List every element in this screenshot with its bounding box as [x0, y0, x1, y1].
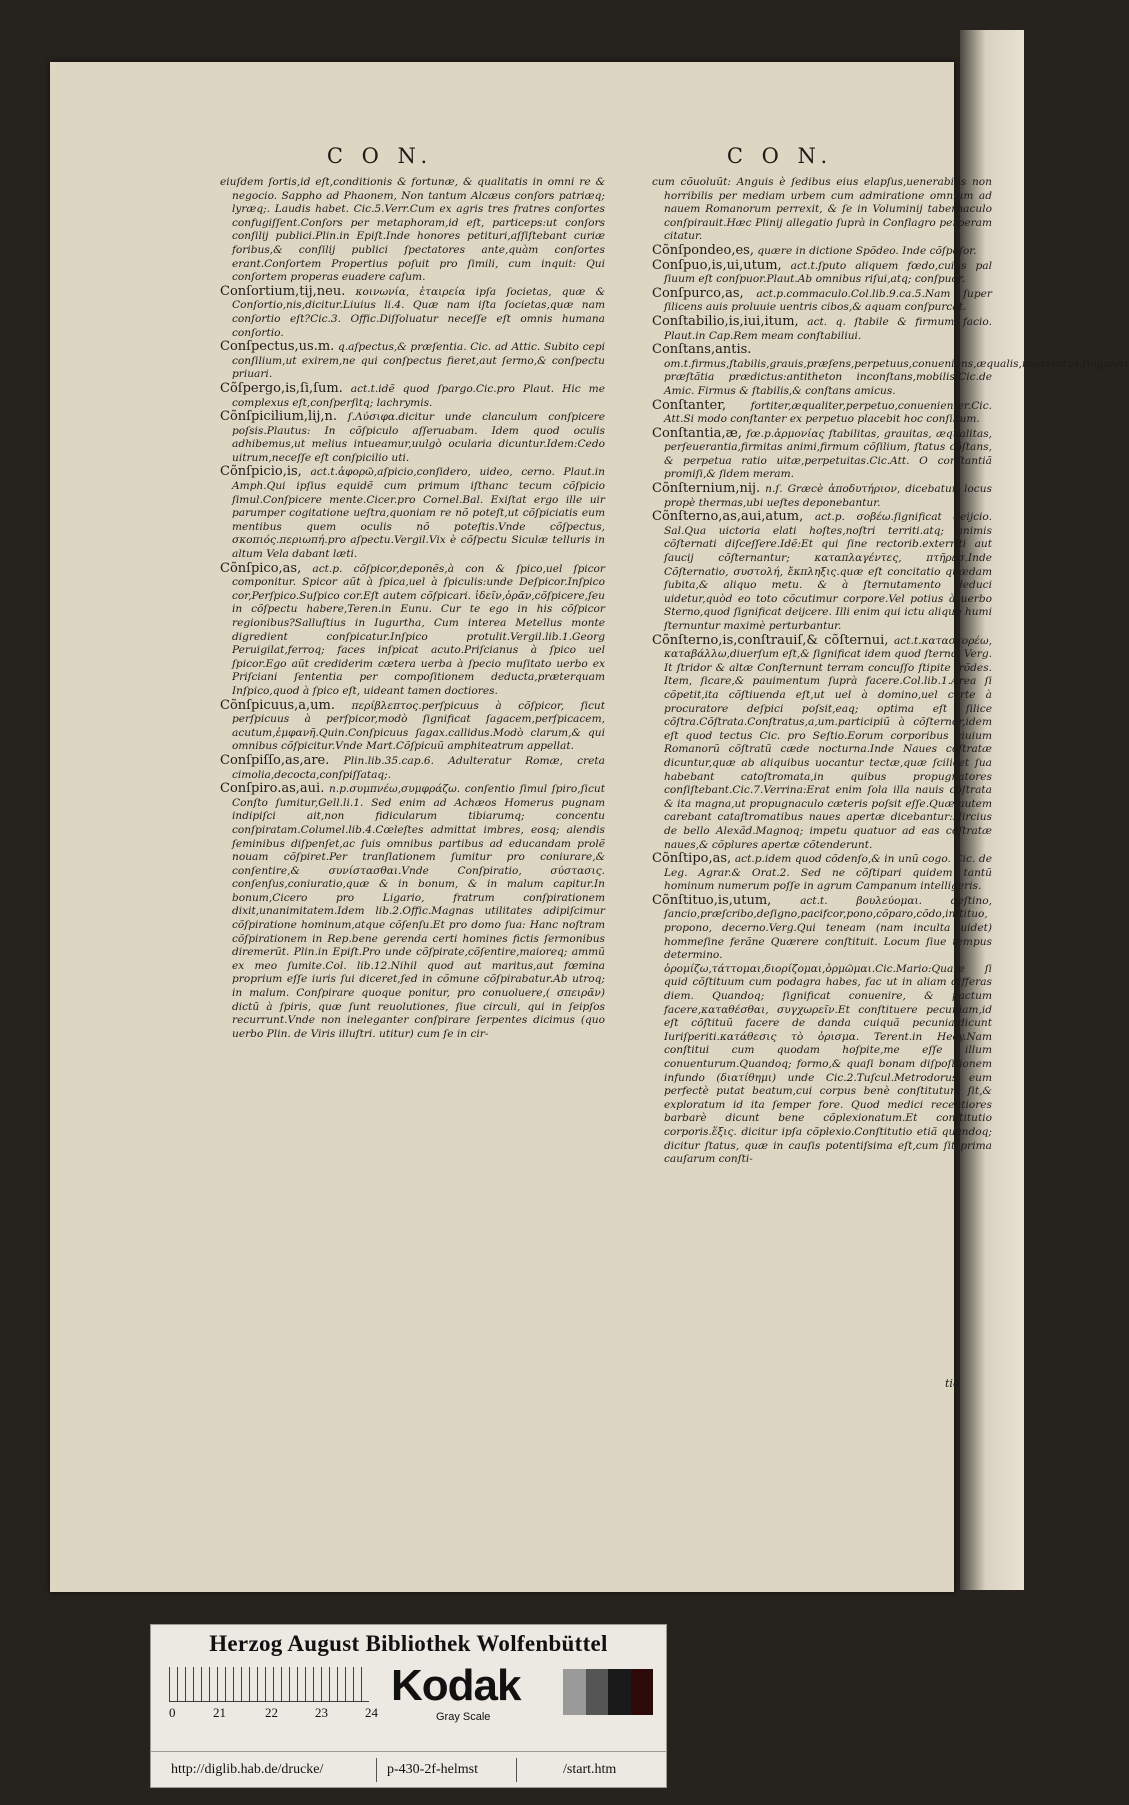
entry-text: n.ſ. Græcè ἀποδυτήριον, dicebatur, locus propè thermas,ubi ueſtes deponebantur.	[664, 483, 992, 509]
header-right: C O N.	[726, 144, 834, 168]
entry-text: Plin.lib.35.cap.6. Adulteratur Romæ, creta cimolia,decocta,conſpiſſataq;.	[232, 754, 605, 781]
entry-headword: Cõnſpicilium,lij,n.	[220, 409, 338, 425]
entry-text: act.p.idem quod cõdenſo,& in unũ cogo. Cic. de Leg. Agrar.& Orat.2. Sed ne cõſtipari quidem tantũ hominum numerum poſſe in agrum Campanum intelligeris.	[664, 853, 992, 893]
entry-text: περίβλεπτος.perſpicuus à cõſpicor, ſicut perſpicuus à perſpicor,modò ſignificat ſagacem,perſpicacem, acutum,ἐμφανῆ.Quin.Conſpicuus ſagax.callidus.Modò clarum,& qui omnibus cõſpicitur.Vnde Mart.Cõſpicuũ amphiteatrum appellat.	[232, 699, 605, 753]
dictionary-entry	[652, 482, 992, 510]
dictionary-entry	[652, 287, 992, 315]
entry-text: fœ.p.ἁρμονίας ſtabilitas, grauitas, æqualitas, perſeuerantia,firmitas animi,firmum cõſilium, ſtatus cõſtans, & perpetua ratio uitæ,perpetuitas.Cic.Att. O conſtantiã promiſi,& ſidem meram.	[664, 427, 992, 481]
ruler-number: 23	[315, 1705, 328, 1720]
entry-headword: Cõnſpico,as,	[220, 560, 302, 576]
dictionary-entry	[220, 285, 605, 340]
dictionary-entry	[652, 399, 992, 427]
entry-headword: Conſtanter,	[652, 397, 727, 413]
entry-text: act. q. ſtabile & firmum facio. Plaut.in Cap.Rem meam conſtabiliui.	[664, 315, 992, 342]
dictionary-entry	[220, 754, 605, 782]
entry-headword: Cõnſterno,as,aui,atum,	[652, 509, 804, 525]
dictionary-entry	[652, 510, 992, 633]
entry-text: ſ.Λύσιφα.dicitur unde clanculum conſpicere poſsis.Plautus: In cõſpiculo aſſeruabam. Idem quod oculis adhibemus,ut melius intueamur,uulgò ocularia dicuntur.Idem:Cedo uitrum,neceſſe eſt conſpicilio uti.	[232, 411, 605, 464]
entry-headword: Conſpuo,is,ui,utum,	[652, 257, 782, 273]
url-left: http://diglib.hab.de/drucke/	[171, 1762, 324, 1777]
dictionary-entry	[652, 427, 992, 482]
entry-headword: Cõnſpicio,is,	[220, 464, 302, 480]
entry-text: cum cõuoluũt: Anguis è ſedibus eius elapſus,uenerabilis non horribilis per mediam urbem cum admiratione omnium ad nauem Romanorum perrexit, & ſe in Voluminij tabernaculo conſpirauit.Hæc Plinij allegatio ſuprà in Conflagro perperam citatur.	[652, 176, 992, 243]
entry-headword: Conſtantia,æ,	[652, 425, 742, 441]
book-page	[50, 62, 1129, 1592]
entry-text: q.aſpectus,& præſentia. Cic. ad Attic. Subito cepi conſilium,ut exirem,ne qui conſpectus fieret,aut ſermo,& conſpectu priuari.	[232, 341, 605, 381]
plate-title: Herzog August Bibliothek Wolfenbüttel	[209, 1631, 608, 1656]
dictionary-entry	[652, 634, 992, 853]
entry-text: act.p.commaculo.Col.lib.9.ca.5.Nam ſuper ſilicens auis proluuie uentris cibos,& aquam conſpurcat.	[664, 287, 992, 314]
separator	[376, 1758, 377, 1782]
gray-swatch	[586, 1669, 609, 1715]
ruler-number: 21	[213, 1705, 226, 1720]
entry-text: n.p.συμπνέω,συμφράζω. conſentio ſimul ſpiro,ſicut Conſto ſumitur,Gell.li.1. Sed enim ad Achæos Homerus pugnam indipiſci ait,non fidicularum tibiarumq; concentu conſpiratam.Columel.lib.4.Cœleſtes admittat imbres, eosq; alendis ſeminibus diſpenſet,ac ſuis omnibus partibus ad educandam prolẽ nouam cõſpiret.Per tranſlationem ſumitur pro coniurare,& conſentire,& συνίστασθαι.Vnde Conſpiratio, σύστασις. conſenſus,coniuratio,quæ & in bonum, & in malum capitur.In bonum,Cicero pro Ligario, fratrum conſpirationem dixit,unanimitatem.Idem lib.2.Offic.Magnas utilitates adipiſcimur cõſpiratione hominum,atque cõſenſu.Et pro domo ſua: Hanc noſtram cõſpirationem in Rep.bene gerenda certi homines fictis ſermonibus diremerũt. Plin.in Epiſt.Pro unde cõſpirate,cõſentire,maioreq; ammũ ex meo ſumite.Col. lib.12.Nihil quod aut maritus,aut fœmina proprium eſſe iuris ſui diceret,ſed in cõmune cõſpirabatur.Ab utroq; in malum. Conſpirare quoque ponitur, pro conuoluere,( σπειρᾶν) dictũ à ſpiris, quæ ſunt reuolutiones, ſiue circuli, qui in ſeipſos recurrunt.Vnde non ineleganter conſpirare ſerpentes dicimus (quo uerbo Plin. de Viris illuſtri. utitur) cum ſe in cir-	[232, 783, 606, 1040]
dictionary-entry	[220, 382, 605, 410]
entry-headword: Conſortium,tij,neu.	[220, 283, 346, 299]
gray-swatches	[563, 1669, 653, 1715]
entry-headword: Conſpurco,as,	[652, 285, 744, 301]
dictionary-entry	[220, 176, 605, 285]
dictionary-entry	[652, 259, 992, 287]
dictionary-entry	[220, 340, 605, 382]
dictionary-entry	[220, 562, 605, 699]
dictionary-entry	[220, 465, 605, 561]
entry-text: act.t.ἀφορῶ,aſpicio,conſidero, uideo, cerno. Plaut.in Amph.Qui ipſius equidẽ cum primum iſthanc tecum cõſpicio ſimul.Conſpicere mente.Cicer.pro Cornel.Bal. Exiſtat ergo ille uir parumper cogitatione ueſtra,quoniam re nõ poteſt,ut cõſpiciatis eum mentibus quem oculis nõ poteſtis.Vnde cõſpectus, σκοπιός.περιωπή.pro aſpectu.Vergil.Vix è cõſpectu Siculæ telluris in altum Vela dabant læti.	[232, 466, 605, 561]
entry-headword: Cõnſpondeo,es,	[652, 242, 754, 258]
dictionary-entry	[652, 342, 1129, 398]
entry-text: act.p. cõſpicor,deponẽs,à con & ſpico,uel ſpicor componitur. Spicor aũt à ſpica,uel à ſpiculis:unde Deſpicor.Inſpico cor,Perſpico.Suſpico cor.Eſt autem cõſpicari. ἰδεῖν,ὁρᾶν,cõſpicere,ſeu in cõſpectu habere,Teren.in Eunu. Cur te ego in his cõſpicor regionibus?Salluſtius in Iugurtha, Cum interea Metellus monte digredient conſpicatur.Inſpico protulit.Vergil.lib.1.Georg Peruigilat,ferroq; faces inſpicat acuto.Priſcianus à ſpico uel ſpicor.Ego aũt crediderim cæterа uerba à ſpecio muſitato uerbo ex Priſciani ſententia per compoſitionem deducta,præterquam Inſpico,quod à ſpico eſt, uideant tamen doctiores.	[232, 562, 605, 697]
entry-text: act.t.idẽ quod ſpargo.Cic.pro Plaut. Hic me complexus eſt,conſperſitq; lachrymis.	[232, 382, 605, 409]
library-plate	[150, 1624, 667, 1788]
gray-swatch	[631, 1669, 654, 1715]
entry-headword: Conſpiro.as,aui.	[220, 781, 325, 797]
entry-headword: Cõnſternium,nij.	[652, 481, 761, 497]
entry-headword: Cõſpergo,is,ſi,ſum.	[220, 380, 343, 396]
entry-text: act.t.καταστορέω, καταβάλλω,diuerſum eſt,& ſignificat idem quod ſterno. Verg. It ſtridor & altæ Conſternunt terram concuſſo ſtipite frõdes. Item, ſicare,& pauimentum ſuprà facere.Col.lib.1.Area ſi cõpetit,ita cõſtiuenda eſt,ut uel à domino,uel certe à procuratore deſpici poſsit,eaq; optima eſt ſilice cõſtra.Cõſtrata.Conſtratus,a,um.participiũ à cõſternor,idem eſt quod tectus Cic. pro Seſtio.Eorum corporibus ciuium Romanorũ cõſtratũ cæde nocturna.Inde Naues cõſtratæ dicuntur,quæ ab aliquibus uocantur tectæ,quæ ſcilicet ſua habebant catoſtromata,in quibus propugnatores conſiſtebant.Cic.7.Verrina:Erat enim ſola illa nauis cõſtrata & ita magna,ut propugnaculo cæteris poſsit eſſe.Quæ autem carebant cataſtromatibus naues apertæ dicebantur:Hircius de bello Alexãd.Magnoq; impetu quatuor ad eas cõſtratæ naues,& cõplures apertæ cõtenderunt.	[664, 634, 992, 851]
ruler-number: 0	[169, 1705, 176, 1720]
entry-headword: Cõnſterno,is,conſtrauiſ,& cõſternui,	[652, 632, 889, 648]
entry-text: fortiter,æqualiter,perpetuo,conuenienter.Cic. Att.Si modo conſtanter ex perpetuo placebit hoc conſilium.	[664, 399, 992, 426]
entry-headword: Conſpectus,us.m.	[220, 339, 335, 355]
ruler-number: 24	[365, 1705, 378, 1720]
entry-text: act.p. σοβέω.ſignificat deijcio. Sal.Qua uictoria elati hoſtes,noſtri territi.atq; animis cõſternati diſceſſere.Idẽ:Et qui ſine rectorib.exterriti aut ſaucij cõſternantur; καταπλαγέντες, πτῆρεσ.Inde Cõſternatio, συστολή, ἔκπληξις.quæ eſt concitatio quædam ſubita,& aliquo metu. & à ſternutamento deduci uidetur,quòd eo toto cõcutimur corpore.Vel potius à uerbo Sterno,quod ſignificat deijcere. Illi enim qui ictu aliquo humi ſternuntur maximè perturbantur.	[664, 511, 992, 632]
entry-text: κοινωνία, ἑταιρεία ipſa ſocietas, quæ & Conſortio,nis,dicitur.Liuius li.4. Quæ nam iſta ſocietas,quæ nam conſortio eſt?Cic.3. Offic.Diſſoluatur neceſſe eſt omnis humana conſortio.	[232, 285, 606, 339]
dictionary-entry	[652, 894, 992, 1167]
dictionary-entry	[220, 699, 605, 754]
entry-headword: Conſpiſſo,as,are.	[220, 752, 330, 768]
header-left: C O N.	[326, 144, 434, 168]
dictionary-entry	[652, 176, 992, 244]
entry-text: om.t.firmus,ſtabilis,grauis,præſens,perpetuus,conueniens,æqualis,moderatus,ſingulari præſtãtia prædictus:antitheton inconſtans,mobilis.Cic.de Amic. Firmus & ſtabilis,& conſtans amicus.	[664, 357, 1129, 397]
url-right: /start.htm	[563, 1762, 617, 1777]
dictionary-entry	[652, 315, 992, 343]
entry-headword: Cõnſpicuus,a,um.	[220, 697, 335, 713]
entry-headword: Conſtans,antis.	[652, 342, 752, 358]
kodak-logo: Kodak	[391, 1661, 521, 1710]
right-column	[652, 176, 1129, 1376]
left-column	[220, 176, 605, 1376]
dictionary-entry	[220, 410, 605, 465]
gray-swatch	[563, 1669, 586, 1715]
gray-swatch	[608, 1669, 631, 1715]
catchword: tio	[945, 1377, 960, 1390]
dictionary-entry	[652, 244, 992, 259]
separator	[516, 1758, 517, 1782]
dictionary-entry	[652, 852, 992, 894]
entry-headword: Cõnſtipo,as,	[652, 851, 732, 867]
entry-text: act.t. βουλεύομαι. deſtino, ſancio,præſcribo,deſigno,pacifcor,pono,cõparo,cõdo,inſtituo, propono, decerno.Verg.Qui teneam (nam inculta uidet) hommeſine ferãne Quærere conſtituit. Locum ſiue tempus determino. ὁρομίζω,τάττομαι,διορίζομαι,ὁρμῶμαι.Cic.Mario:Quare ſi quid cõſtituum cum podagra habes, fac ut in aliam differas diem. Quandoq; ſignificat conuenire, & pactum facere,καταθέσθαι, συγχωρεῖν.Et conſtituere pecuniam,id eſt cõſtituũ facere de danda cuiquã pecunia,dicunt Iuriſperiti.κατάθεσις τὸ ὁρισμα. Terent.in Hecy.Nam conſtitui cum quodam hoſpite,me eſſe illum conuenturum.Quandoq; formo,& quaſi bonam diſpoſitionem infundo (διατίθημι) unde Cic.2.Tuſcul.Metrodorus eum perfectè putat beatum,cui corpus benè conſtitutum ſit,& exploratum id ita ſemper fore. Quod medici recentiores barbarè dicunt bene cõplexionatum.Et conſtitutio corporis.ἕξις. dicitur ipſa cõplexio.Conſtitutio etiã quandoq; dicitur ſtatus, quæ in cauſis potentiſsima eſt,cum ſit prima cauſarum conſti-	[664, 894, 992, 1166]
entry-text: act.t.ſputo aliquem fœdo,cuius pal ſiuum eſt conſpuor.Plaut.Ab omnibus riſui,atq; conſpuor.	[664, 259, 992, 286]
ruler-number: 22	[265, 1705, 278, 1720]
dictionary-entry	[220, 782, 605, 1041]
entry-headword: Conſtabilio,is,iui,itum,	[652, 313, 799, 329]
url-row	[151, 1751, 666, 1788]
ruler-scale	[169, 1667, 369, 1702]
gray-scale-label: Gray Scale	[436, 1711, 491, 1723]
entry-text: eiuſdem ſortis,id eſt,conditionis & fortunæ, & qualitatis in omni re & negocio. Sappho ad Phaonem, Non tantum Alcæus conſors patriæq; lyræq;. Laudis habet. Cic.5.Verr.Cum ex agris tres fratres conſortes confugiſſent.Conſors per metaphoram,id eſt, particeps:ut conſors conſilij publici.Plin.in Epiſt.Inde honores petituri,aſſiſtebant curiæ foribus,& conſilij publici ſpectatores ante,quàm conſortes erant.Conſortem Propertius poſuit pro ſimili, cum inquit: Qui conſortem properas euadere caſum.	[220, 176, 605, 284]
entry-text: quære in dictione Spõdeo. Inde cõſpõſor.	[757, 244, 977, 257]
url-mid: p-430-2f-helmst	[387, 1762, 478, 1777]
entry-headword: Cõnſtituo,is,utum,	[652, 892, 772, 908]
